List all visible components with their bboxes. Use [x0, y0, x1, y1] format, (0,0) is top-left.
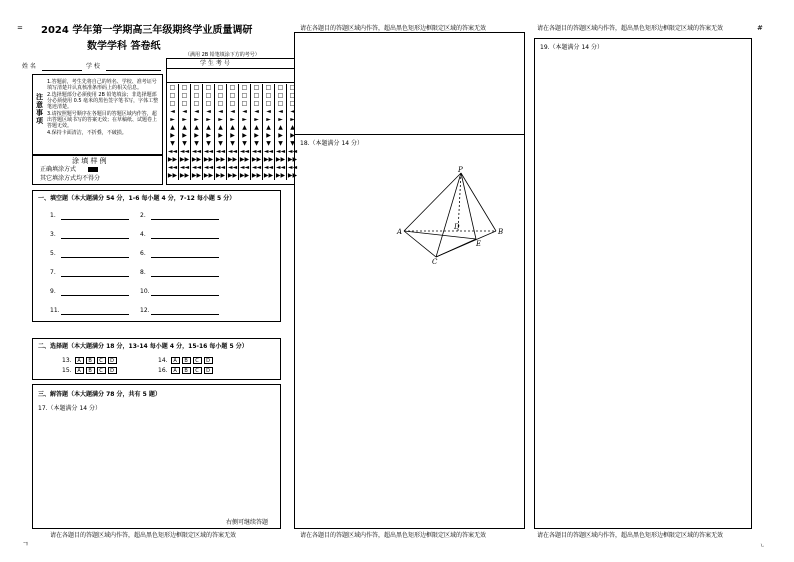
choice-option[interactable]: A: [171, 357, 180, 364]
corner-mark-bottom-left: ㄱ: [22, 540, 29, 548]
id-bubble[interactable]: ▶▶: [227, 172, 238, 179]
choice-question: [158, 357, 215, 364]
id-bubble[interactable]: ▶▶: [239, 156, 250, 163]
id-bubble[interactable]: ◄◄: [191, 148, 202, 155]
id-bubble[interactable]: ◄◄: [287, 148, 298, 155]
blank-number: 3.: [50, 231, 56, 238]
pyramid-figure: [392, 165, 508, 265]
choice-option[interactable]: C: [97, 367, 106, 374]
id-header-divider: [166, 68, 295, 69]
id-bubble[interactable]: ▼: [275, 140, 287, 148]
id-bubble[interactable]: ▶▶: [227, 156, 238, 163]
id-bubble[interactable]: ▼: [203, 140, 215, 148]
id-bubble[interactable]: ◄◄: [167, 164, 178, 171]
id-bubble[interactable]: ▶▶: [167, 156, 178, 163]
id-bubble[interactable]: □: [215, 92, 227, 100]
id-bubble[interactable]: ▶▶: [191, 172, 202, 179]
id-bubble[interactable]: □: [263, 92, 275, 100]
choice-option[interactable]: D: [108, 357, 117, 364]
id-bubble[interactable]: ◄◄: [263, 164, 274, 171]
id-bubble[interactable]: ▲: [227, 124, 239, 132]
choice-option[interactable]: D: [108, 367, 117, 374]
id-bubble[interactable]: ▼: [239, 140, 251, 148]
id-bubble[interactable]: ►: [287, 116, 299, 124]
id-bubble[interactable]: □: [191, 100, 203, 108]
id-bubble[interactable]: ◄◄: [227, 148, 238, 155]
blank-answer-line[interactable]: [151, 257, 219, 258]
point-label-d: D: [454, 223, 460, 231]
corner-mark-bottom-right: ㄴ: [760, 543, 765, 549]
id-bubble[interactable]: ◄: [239, 108, 251, 116]
id-bubble[interactable]: ◄◄: [275, 148, 286, 155]
id-bubble[interactable]: ◄◄: [203, 148, 214, 155]
blank-answer-line[interactable]: [61, 314, 129, 315]
point-label-e: E: [476, 240, 482, 248]
id-bubble[interactable]: □: [251, 92, 263, 100]
edge-ae: [404, 231, 476, 239]
note-item: 3.请按照题号顺序在各题目的答题区域内作答，超出答题区域书写的答案无效；在草稿纸、试题卷上答题无效。: [47, 111, 158, 129]
blank-number: 12.: [140, 307, 150, 314]
q17-label: 17.（本题满分 14 分）: [38, 405, 101, 412]
id-bubble[interactable]: □: [203, 100, 215, 108]
id-bubble[interactable]: ▼: [287, 140, 299, 148]
id-bubble[interactable]: ►: [275, 116, 287, 124]
id-bubble[interactable]: ◄◄: [179, 164, 190, 171]
id-bubble[interactable]: ▶: [191, 132, 203, 140]
id-bubble[interactable]: □: [203, 92, 215, 100]
choice-number: 13.: [62, 357, 72, 364]
id-bubble[interactable]: ▲: [170, 124, 175, 131]
id-bubble[interactable]: ◄◄: [275, 164, 286, 171]
point-label-c: C: [432, 258, 438, 265]
id-bubble[interactable]: □: [227, 84, 239, 92]
blank-number: 2.: [140, 212, 146, 219]
id-bubble[interactable]: ◄◄: [215, 148, 226, 155]
id-bubble[interactable]: ◄◄: [179, 148, 190, 155]
q19-label: 19.（本题满分 14 分）: [540, 44, 603, 51]
id-bubble[interactable]: □: [275, 92, 287, 100]
fill-example-title: 涂 填 样 例: [72, 157, 107, 165]
id-bubble[interactable]: ►: [215, 116, 227, 124]
point-label-p: P: [458, 166, 463, 174]
choice-option[interactable]: C: [97, 357, 106, 364]
id-bubble[interactable]: ▶: [203, 132, 215, 140]
id-bubble[interactable]: □: [169, 84, 176, 91]
footer-notice-1: 请在各题目的答题区域内作答，超出黑色矩形边框限定区域的答案无效: [50, 532, 237, 539]
id-bubble[interactable]: ◄◄: [263, 148, 274, 155]
id-bubble[interactable]: □: [191, 84, 203, 92]
id-bubble[interactable]: ►: [191, 116, 203, 124]
page-title: 2024 学年第一学期高三年级期终学业质量调研: [41, 25, 253, 36]
blank-answer-line[interactable]: [61, 276, 129, 277]
blank-answer-line[interactable]: [151, 219, 219, 220]
edge-ac: [404, 231, 436, 257]
id-bubble[interactable]: ►: [227, 116, 239, 124]
filled-mark-icon: [88, 167, 98, 172]
id-bubble[interactable]: □: [287, 100, 299, 108]
id-bubble[interactable]: ▶▶: [275, 156, 286, 163]
id-bubble[interactable]: ▶: [251, 132, 263, 140]
blank-answer-line[interactable]: [151, 238, 219, 239]
blank-answer-line[interactable]: [61, 238, 129, 239]
id-bubble[interactable]: ▶▶: [239, 172, 250, 179]
id-fill-note: （满用 2B 铅笔填涂下方的考号）: [185, 52, 260, 58]
footer-notice-3: 请在各题目的答题区域内作答，超出黑色矩形边框限定区域的答案无效: [537, 532, 724, 539]
choice-question: [158, 367, 215, 374]
blank-number: 11.: [50, 307, 60, 314]
point-label-b: B: [498, 228, 504, 236]
id-bubble[interactable]: ◄: [191, 108, 203, 116]
student-id-grid[interactable]: [167, 84, 298, 180]
id-bubble[interactable]: □: [287, 92, 299, 100]
choice-question: [62, 357, 119, 364]
blank-number: 5.: [50, 250, 56, 257]
id-bubble[interactable]: ◄: [203, 108, 215, 116]
id-bubble[interactable]: ▲: [179, 124, 191, 132]
id-bubble[interactable]: ▶: [287, 132, 299, 140]
notes-list: [47, 79, 159, 137]
id-bubble[interactable]: ▶▶: [215, 156, 226, 163]
id-bubble[interactable]: □: [263, 84, 275, 92]
id-bubble[interactable]: ►: [170, 116, 175, 123]
page-subtitle: 数学学科 答卷纸: [87, 41, 161, 52]
blank-answer-line[interactable]: [151, 295, 219, 296]
id-bubble[interactable]: ◄: [263, 108, 275, 116]
blank-number: 9.: [50, 288, 56, 295]
id-bubble[interactable]: □: [191, 92, 203, 100]
id-bubble[interactable]: ▼: [179, 140, 191, 148]
id-bubble[interactable]: ◄◄: [239, 148, 250, 155]
id-bubble[interactable]: ◄: [251, 108, 263, 116]
choice-option[interactable]: D: [204, 357, 213, 364]
id-bubble[interactable]: □: [169, 100, 176, 107]
choice-option[interactable]: A: [75, 367, 84, 374]
blank-number: 6.: [140, 250, 146, 257]
id-bubble[interactable]: □: [203, 84, 215, 92]
school-label: 学 校: [86, 63, 100, 70]
id-bubble[interactable]: ◄◄: [191, 164, 202, 171]
id-bubble[interactable]: □: [263, 100, 275, 108]
continue-note: 右侧可继续答题: [226, 519, 269, 526]
id-bubble[interactable]: ▶: [170, 132, 175, 139]
id-bubble[interactable]: ▶: [227, 132, 239, 140]
blank-answer-line[interactable]: [61, 295, 129, 296]
id-bubble[interactable]: ◄◄: [167, 148, 178, 155]
id-bubble[interactable]: ▼: [263, 140, 275, 148]
blank-answer-line[interactable]: [151, 314, 219, 315]
id-bubble[interactable]: ▶: [275, 132, 287, 140]
id-bubble[interactable]: □: [239, 100, 251, 108]
q18-label: 18.（本题满分 14 分）: [300, 140, 363, 147]
choice-option[interactable]: D: [204, 367, 213, 374]
blank-number: 10.: [140, 288, 150, 295]
id-bubble[interactable]: ◄◄: [227, 164, 238, 171]
blank-answer-line[interactable]: [61, 257, 129, 258]
id-bubble[interactable]: ▶▶: [179, 156, 190, 163]
id-bubble[interactable]: ▶▶: [203, 172, 214, 179]
id-bubble[interactable]: ▶▶: [263, 156, 274, 163]
id-bubble[interactable]: ▶: [215, 132, 227, 140]
id-bubble[interactable]: □: [179, 100, 191, 108]
id-bubble[interactable]: ▼: [215, 140, 227, 148]
id-bubble[interactable]: ►: [239, 116, 251, 124]
note-item: 4.保持卡面清洁，不折叠，不破损。: [47, 130, 127, 136]
name-label: 姓 名: [22, 63, 36, 70]
id-bubble[interactable]: ▶▶: [191, 156, 202, 163]
id-bubble[interactable]: ▶▶: [251, 172, 262, 179]
fill-section-title: 一、填空题（本大题满分 54 分，1-6 每小题 4 分，7-12 每小题 5 分）: [38, 195, 236, 202]
id-bubble[interactable]: ▶▶: [275, 172, 286, 179]
id-bubble[interactable]: ◄: [287, 108, 299, 116]
id-bubble[interactable]: ◄: [215, 108, 227, 116]
id-bubble[interactable]: ▼: [191, 140, 203, 148]
id-bubble[interactable]: □: [179, 92, 191, 100]
id-bubble[interactable]: □: [275, 84, 287, 92]
id-bubble[interactable]: ▶▶: [203, 156, 214, 163]
choice-option[interactable]: B: [86, 357, 95, 364]
point-label-a: A: [397, 228, 403, 236]
id-bubble[interactable]: ▲: [215, 124, 227, 132]
id-bubble[interactable]: ◄◄: [215, 164, 226, 171]
id-bubble[interactable]: ◄: [179, 108, 191, 116]
id-bubble[interactable]: □: [239, 84, 251, 92]
choice-option[interactable]: C: [193, 357, 202, 364]
id-bubble[interactable]: ►: [251, 116, 263, 124]
q19-box[interactable]: [534, 38, 752, 529]
corner-mark-top-left: =: [17, 24, 23, 32]
choice-section-title: 二、选择题（本大题满分 18 分，13-14 每小题 4 分，15-16 每小题 5 分）: [38, 343, 248, 350]
id-bubble[interactable]: ▶: [179, 132, 191, 140]
id-bubble[interactable]: □: [239, 92, 251, 100]
edge-pb: [461, 173, 496, 231]
choice-option[interactable]: B: [182, 367, 191, 374]
choice-number: 15.: [62, 367, 72, 374]
id-bubble[interactable]: ◄◄: [251, 148, 262, 155]
id-bubble[interactable]: □: [251, 84, 263, 92]
id-bubble[interactable]: ▶▶: [215, 172, 226, 179]
blank-number: 1.: [50, 212, 56, 219]
id-bubble[interactable]: ▲: [191, 124, 203, 132]
id-bubble[interactable]: ▶▶: [263, 172, 274, 179]
choice-option[interactable]: B: [86, 367, 95, 374]
id-bubble[interactable]: ▶▶: [287, 156, 298, 163]
edge-ce: [436, 239, 476, 257]
blank-answer-line[interactable]: [61, 219, 129, 220]
id-bubble[interactable]: ▼: [251, 140, 263, 148]
id-bubble[interactable]: ◄: [227, 108, 239, 116]
notes-label: 注意事项: [36, 93, 43, 125]
id-bubble[interactable]: ▲: [263, 124, 275, 132]
id-bubble[interactable]: □: [275, 100, 287, 108]
id-bubble[interactable]: ▶▶: [179, 172, 190, 179]
id-write-divider: [166, 82, 295, 83]
answer-section-title: 三、解答题（本大题满分 78 分，共有 5 题）: [38, 391, 161, 398]
id-bubble[interactable]: □: [227, 92, 239, 100]
id-bubble[interactable]: ▲: [251, 124, 263, 132]
choice-option[interactable]: A: [75, 357, 84, 364]
choice-question: [62, 367, 119, 374]
note-item: 1.答题前，考生先将自己的姓名、学校、准考证号填写清楚并认真核准条形码上的相关信息。: [47, 79, 157, 91]
blank-number: 8.: [140, 269, 146, 276]
id-bubble[interactable]: ▼: [227, 140, 239, 148]
id-bubble[interactable]: ▶: [263, 132, 275, 140]
id-bubble[interactable]: ◄: [170, 108, 175, 115]
id-bubble[interactable]: ▶▶: [287, 172, 298, 179]
name-field[interactable]: [42, 70, 82, 71]
fill-example-correct: 正确填涂方式: [40, 166, 77, 173]
choice-number: 16.: [158, 367, 168, 374]
id-bubble[interactable]: ▲: [275, 124, 287, 132]
id-bubble[interactable]: ◄◄: [203, 164, 214, 171]
id-bubble[interactable]: □: [179, 84, 191, 92]
student-id-label: 学 生 考 号: [200, 60, 230, 67]
choice-option[interactable]: C: [193, 367, 202, 374]
choice-number: 14.: [158, 357, 168, 364]
id-bubble[interactable]: ►: [179, 116, 191, 124]
blank-answer-line[interactable]: [151, 276, 219, 277]
id-bubble[interactable]: ◄: [275, 108, 287, 116]
fill-section-box: [32, 190, 281, 322]
id-bubble[interactable]: ◄◄: [251, 164, 262, 171]
id-bubble[interactable]: ▶: [239, 132, 251, 140]
blank-number: 7.: [50, 269, 56, 276]
id-bubble[interactable]: ▶▶: [167, 172, 178, 179]
choice-option[interactable]: A: [171, 367, 180, 374]
note-item: 2.选择题部分必须使用 2B 铅笔填涂；非选择题部分必须使用 0.5 毫米的黑色签字笔书写，字体工整笔迹清楚。: [47, 92, 159, 110]
edge-pe: [461, 173, 476, 239]
id-bubble[interactable]: ▼: [170, 140, 175, 147]
id-bubble[interactable]: □: [287, 84, 299, 92]
blank-number: 4.: [140, 231, 146, 238]
header-notice-2: 请在各题目的答题区域内作答，超出黑色矩形边框限定区域的答案无效: [300, 25, 487, 32]
corner-mark-top-right: #: [757, 24, 763, 32]
id-bubble[interactable]: □: [169, 92, 176, 99]
q18-divider: [294, 134, 525, 135]
choice-option[interactable]: B: [182, 357, 191, 364]
id-bubble[interactable]: ▲: [239, 124, 251, 132]
id-bubble[interactable]: ►: [263, 116, 275, 124]
id-bubble[interactable]: ▲: [287, 124, 299, 132]
id-bubble[interactable]: □: [251, 100, 263, 108]
fill-example-wrong: 其它填涂方式均不得分: [40, 175, 101, 182]
school-field[interactable]: [106, 70, 161, 71]
footer-notice-2: 请在各题目的答题区域内作答，超出黑色矩形边框限定区域的答案无效: [300, 532, 487, 539]
id-bubble[interactable]: □: [215, 100, 227, 108]
id-bubble[interactable]: □: [215, 84, 227, 92]
id-bubble[interactable]: ◄◄: [287, 164, 298, 171]
id-bubble[interactable]: ◄◄: [239, 164, 250, 171]
q18-box[interactable]: [294, 32, 525, 529]
id-bubble[interactable]: ►: [203, 116, 215, 124]
id-bubble[interactable]: ▶▶: [251, 156, 262, 163]
header-notice-3: 请在各题目的答题区域内作答，超出黑色矩形边框限定区域的答案无效: [537, 25, 724, 32]
id-bubble[interactable]: ▲: [203, 124, 215, 132]
id-bubble[interactable]: □: [227, 100, 239, 108]
